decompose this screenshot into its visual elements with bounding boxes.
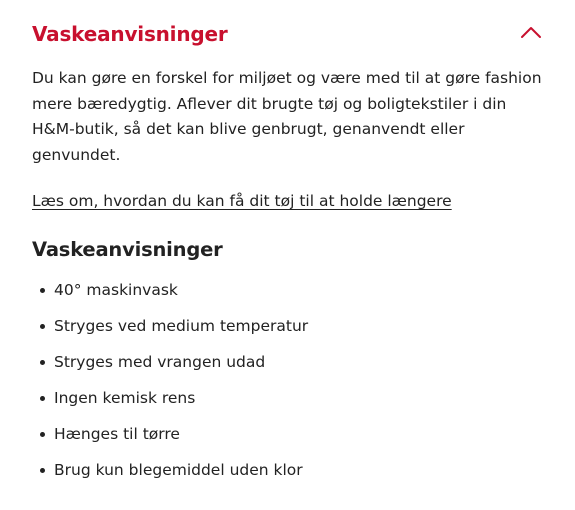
care-instructions-list xyxy=(32,278,308,494)
list-item xyxy=(32,458,308,494)
care-item-label: Stryges med vrangen udad xyxy=(54,353,266,371)
bullet-icon xyxy=(40,360,45,365)
list-item xyxy=(32,278,308,314)
care-item-label: Stryges ved medium temperatur xyxy=(54,317,309,335)
care-instructions-heading: Vaskeanvisninger xyxy=(32,238,223,261)
list-item xyxy=(32,350,308,386)
care-item-label: Hænges til tørre xyxy=(54,425,180,443)
list-item xyxy=(32,314,308,350)
bullet-icon xyxy=(40,288,45,293)
care-accordion xyxy=(32,0,544,479)
accordion-header[interactable] xyxy=(32,0,544,66)
care-item-label: 40° maskinvask xyxy=(54,281,178,299)
care-item-label: Brug kun blegemiddel uden klor xyxy=(54,461,303,479)
bullet-icon xyxy=(40,468,45,473)
care-guide-link[interactable]: Læs om, hvordan du kan få dit tøj til at holde længere xyxy=(32,192,452,210)
bullet-icon xyxy=(40,396,45,401)
chevron-up-icon[interactable] xyxy=(520,24,542,40)
bullet-icon xyxy=(40,432,45,437)
care-item-label: Ingen kemisk rens xyxy=(54,389,196,407)
list-item xyxy=(32,386,308,422)
accordion-title: Vaskeanvisninger xyxy=(32,22,228,46)
list-item xyxy=(32,422,308,458)
sustainability-description: Du kan gøre en forskel for miljøet og være med til at gøre fashion mere bæredygtig. Aflever dit brugte tøj og boligtekstiler i din H&M-butik, så det kan blive genbrugt, genanvendt eller genvundet. xyxy=(32,69,542,164)
bullet-icon xyxy=(40,324,45,329)
